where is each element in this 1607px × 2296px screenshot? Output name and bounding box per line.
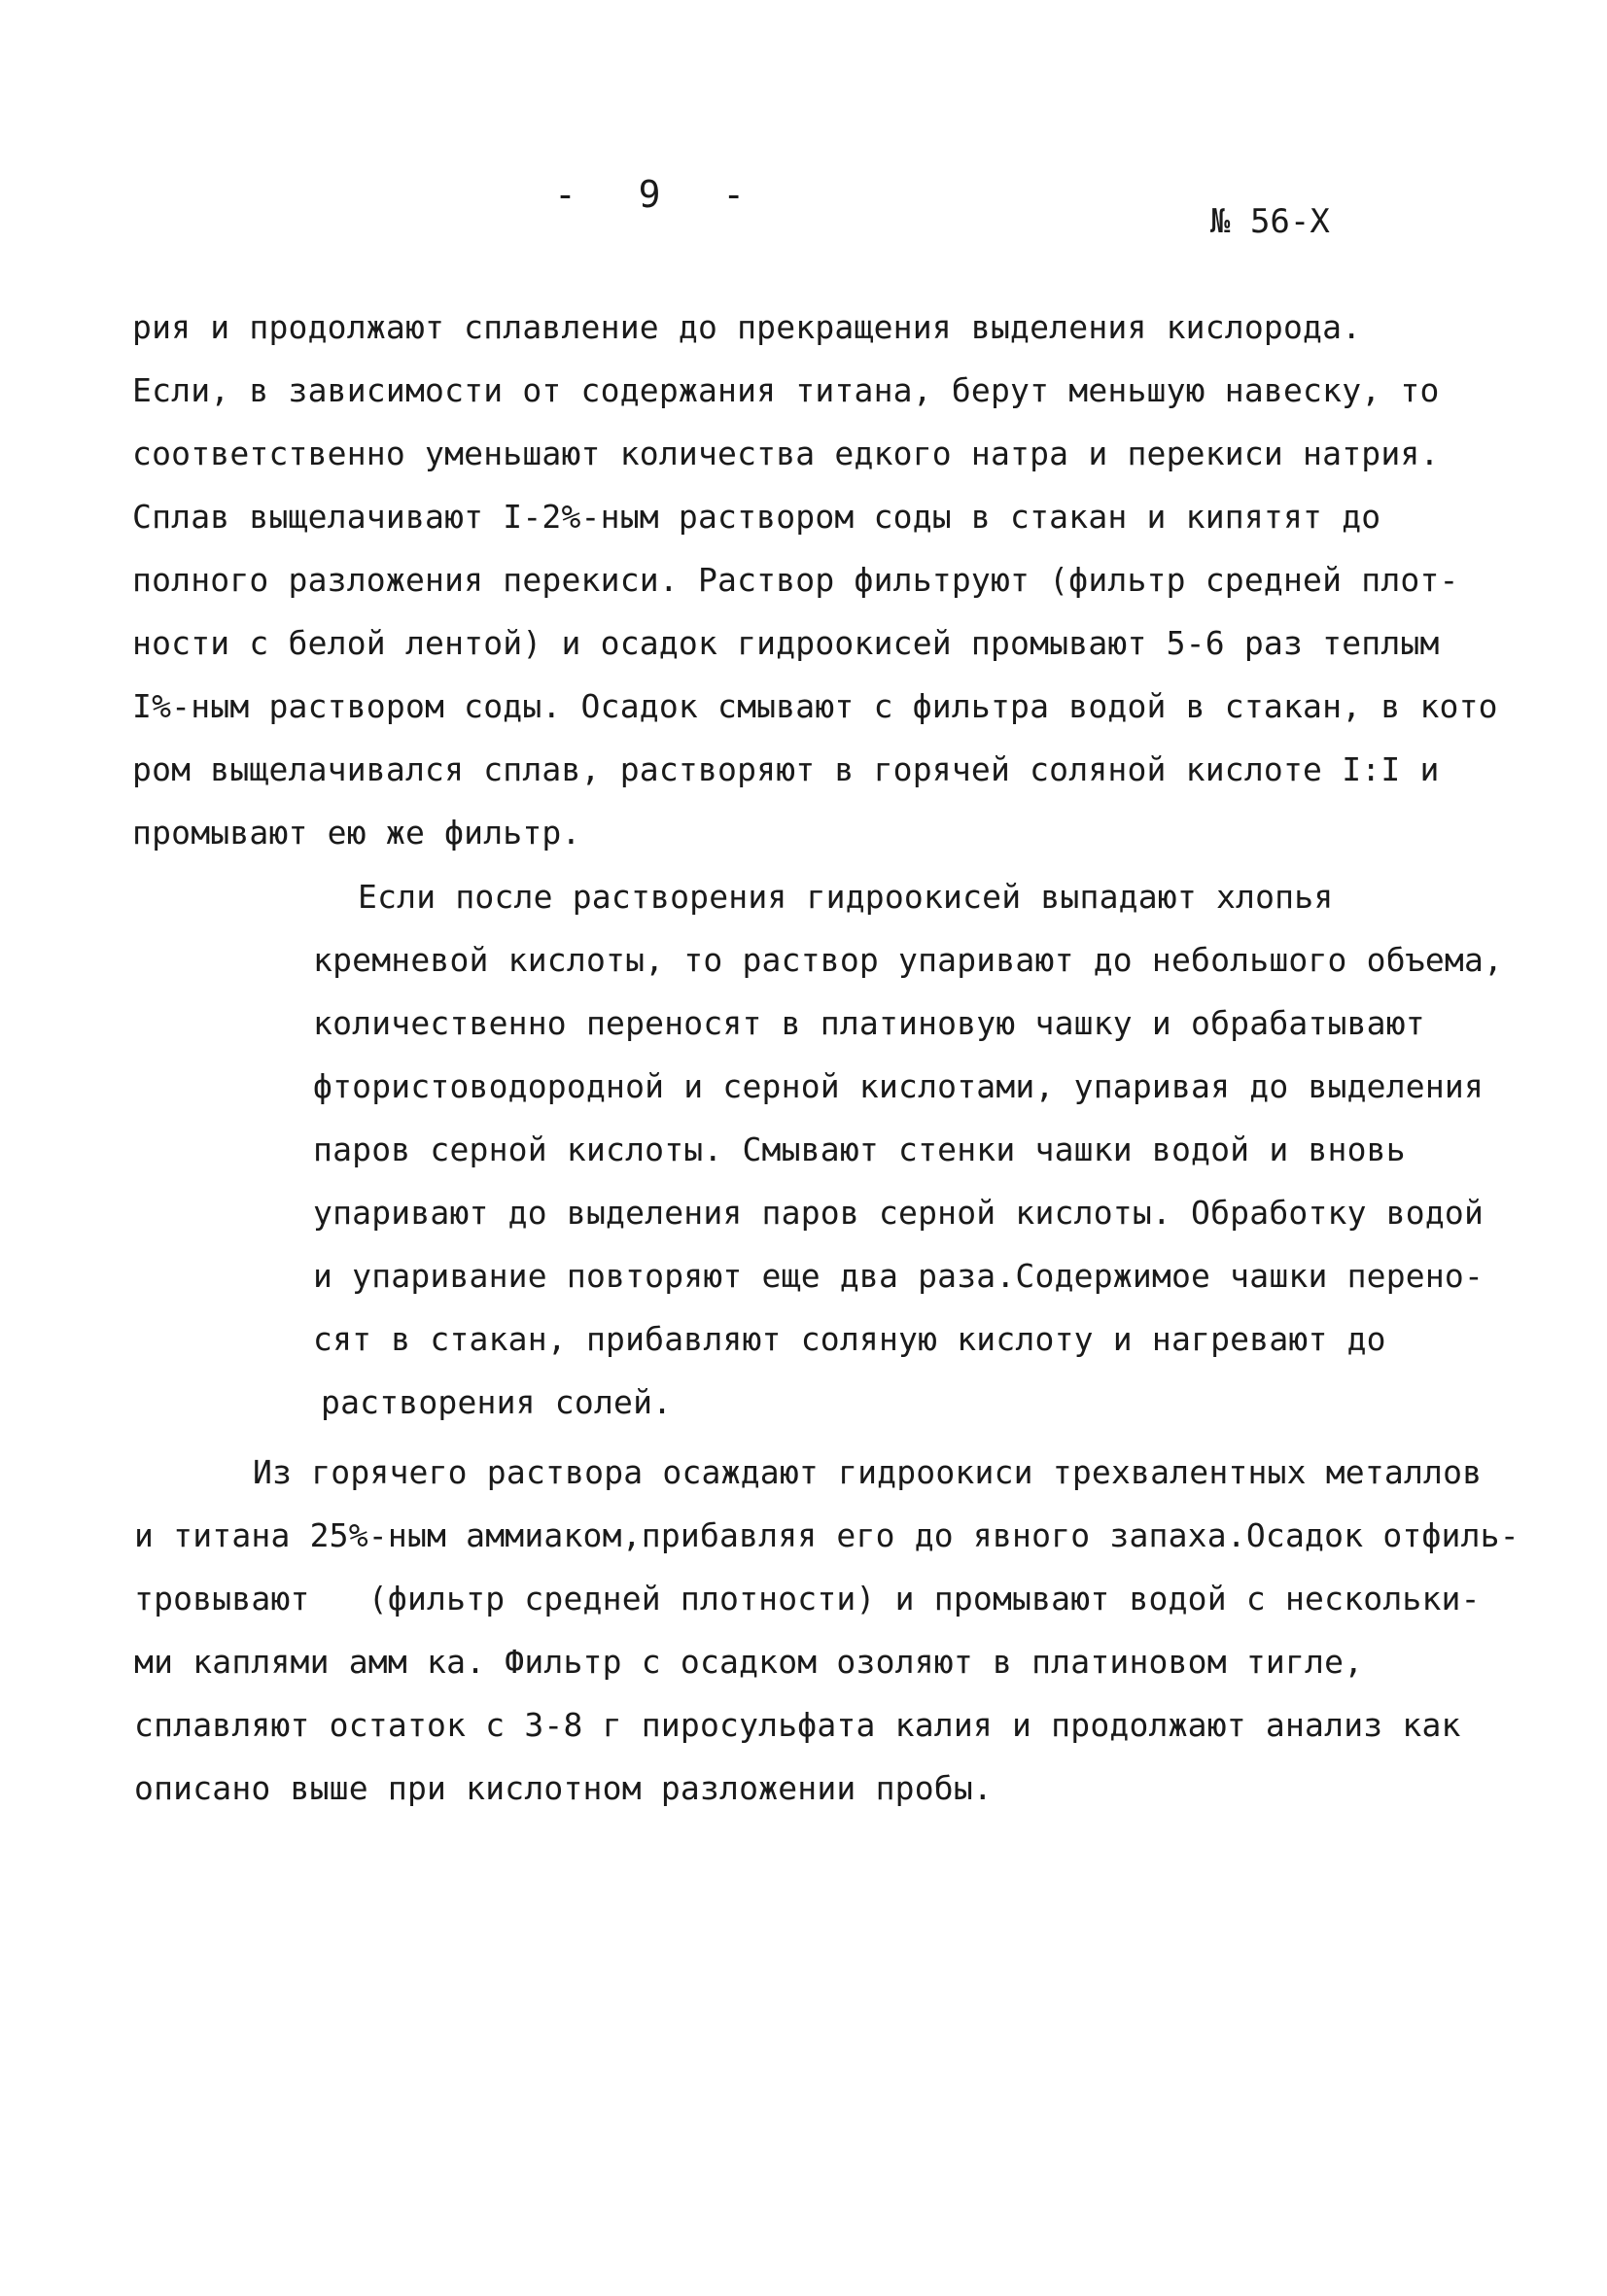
text-line: ром выщелачивался сплав, растворяют в горячей соляной кислоте I:I и	[132, 750, 1440, 788]
text-line: упаривают до выделения паров серной кислоты. Обработку водой	[313, 1194, 1485, 1232]
text-line: паров серной кислоты. Смывают стенки чашки водой и вновь	[313, 1131, 1406, 1168]
text-line: и титана 25%-ным аммиаком,прибавляя его до явного запаха.Осадок отфиль-	[134, 1516, 1520, 1554]
text-line: Если после растворения гидроокисей выпадают хлопья	[358, 878, 1334, 916]
text-line: тровывают (фильтр средней плотности) и промывают водой с нескольки-	[134, 1580, 1481, 1618]
text-line: количественно переносят в платиновую чашку и обрабатывают	[313, 1004, 1425, 1042]
text-line: ности с белой лентой) и осадок гидроокисей промывают 5-6 раз теплым	[132, 624, 1440, 662]
text-line: соответственно уменьшают количества едкого натра и перекиси натрия.	[132, 435, 1440, 472]
text-line: Сплав выщелачивают I-2%-ным раствором соды в стакан и кипятят до	[132, 498, 1381, 536]
document-code: № 56-Х	[1210, 202, 1330, 241]
text-line: рия и продолжают сплавление до прекращения выделения кислорода.	[132, 308, 1362, 346]
paragraph-1	[132, 296, 1498, 864]
text-line: Из горячего раствора осаждают гидроокиси трехвалентных металлов	[253, 1453, 1483, 1491]
text-line: кремневой кислоты, то раствор упаривают до небольшого объема,	[313, 941, 1504, 979]
text-line: фтористоводородной и серной кислотами, упаривая до выделения	[313, 1067, 1485, 1105]
paragraph-3	[134, 1441, 1520, 1820]
text-line: описано выше при кислотном разложении пробы.	[134, 1769, 993, 1807]
page-number: - 9 -	[554, 173, 751, 216]
text-line: промывают ею же фильтр.	[132, 814, 581, 852]
text-line: и упаривание повторяют еще два раза.Содержимое чашки перено-	[313, 1257, 1485, 1295]
text-line: растворения солей.	[321, 1383, 673, 1421]
text-line: ми каплями амм ка. Фильтр с осадком озоляют в платиновом тигле,	[134, 1643, 1364, 1681]
text-line: I%-ным раствором соды. Осадок смывают с фильтра водой в стакан, в кото	[132, 687, 1498, 725]
text-line: сплавляют остаток с 3-8 г пиросульфата калия и продолжают анализ как	[134, 1706, 1461, 1744]
text-line: полного разложения перекиси. Раствор фильтруют (фильтр средней плот-	[132, 561, 1459, 599]
text-line: Если, в зависимости от содержания титана, берут меньшую навеску, то	[132, 371, 1440, 409]
text-line: сят в стакан, прибавляют соляную кислоту и нагревают до	[313, 1320, 1386, 1358]
paragraph-2	[313, 865, 1503, 1434]
